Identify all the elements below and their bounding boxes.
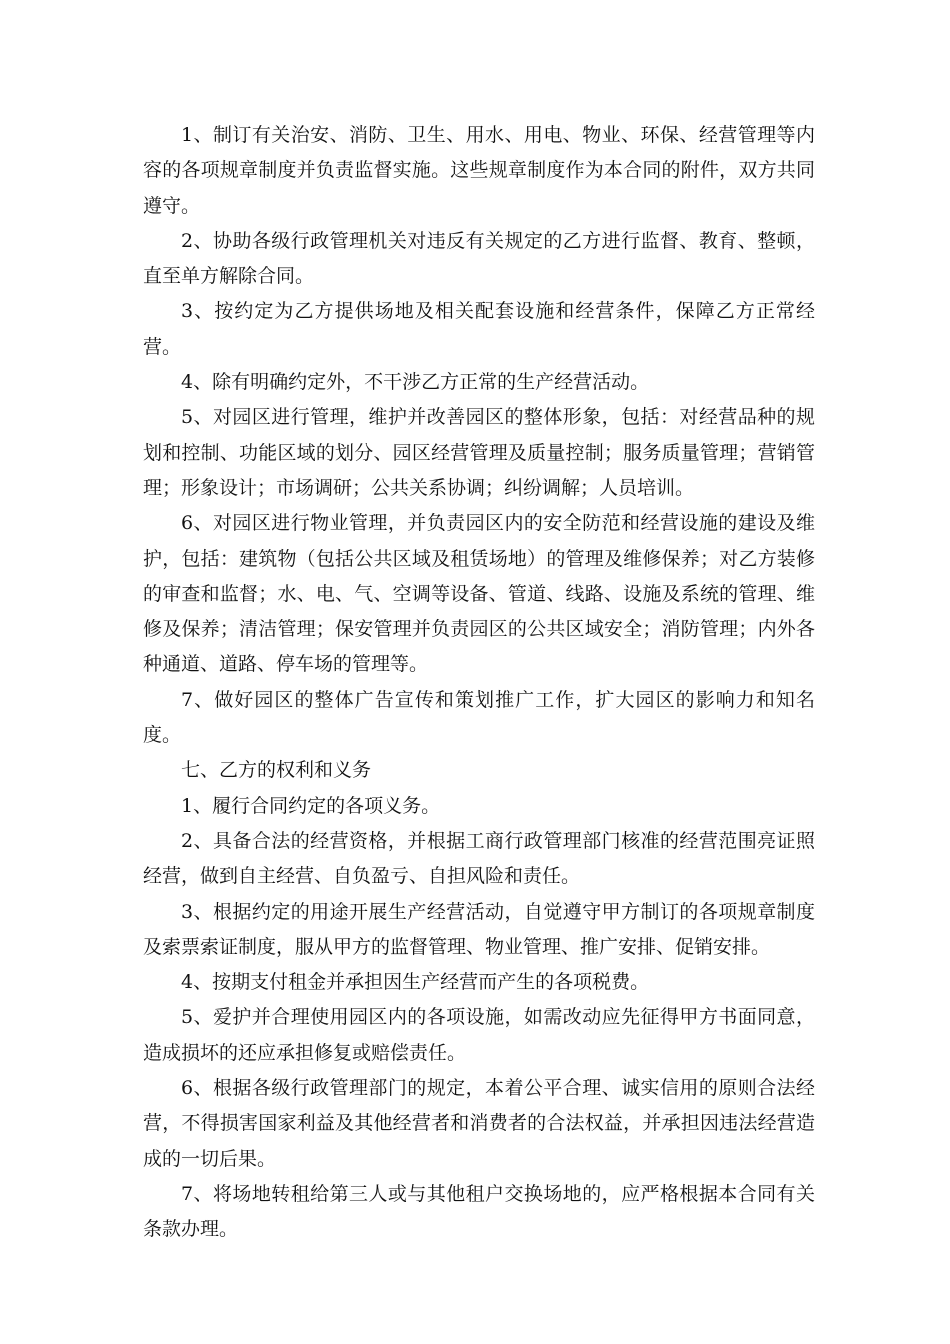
paragraph-landlord-duty-7: 7、做好园区的整体广告宣传和策划推广工作，扩大园区的影响力和知名度。: [143, 688, 815, 747]
paragraph-landlord-duty-5: 5、对园区进行管理，维护并改善园区的整体形象，包括：对经营品种的规划和控制、功能区域的划分、园区经营管理及质量控制；服务质量管理；营销管理；形象设计；市场调研；公共关系协调；纠纷调解；人员培训。: [143, 406, 815, 499]
paragraph-tenant-duty-6: 6、根据各级行政管理部门的规定，本着公平合理、诚实信用的原则合法经营，不得损害国家利益及其他经营者和消费者的合法权益，并承担因违法经营造成的一切后果。: [143, 1077, 815, 1170]
paragraph-landlord-duty-4: 4、除有明确约定外，不干涉乙方正常的生产经营活动。: [181, 371, 650, 394]
paragraph-tenant-duty-5: 5、爱护并合理使用园区内的各项设施，如需改动应先征得甲方书面同意，造成损坏的还应承担修复或赔偿责任。: [143, 1006, 815, 1064]
section-heading-tenant-rights: 七、乙方的权利和义务: [181, 759, 372, 782]
paragraph-landlord-duty-2: 2、协助各级行政管理机关对违反有关规定的乙方进行监督、教育、整顿，直至单方解除合同。: [143, 229, 815, 288]
paragraph-tenant-duty-1: 1、履行合同约定的各项义务。: [181, 794, 441, 817]
document-body: [143, 118, 815, 1248]
paragraph-tenant-duty-2: 2、具备合法的经营资格，并根据工商行政管理部门核准的经营范围亮证照经营，做到自主经营、自负盈亏、自担风险和责任。: [143, 829, 815, 888]
paragraph-tenant-duty-7: 7、将场地转租给第三人或与其他租户交换场地的，应严格根据本合同有关条款办理。: [143, 1182, 815, 1241]
paragraph-landlord-duty-3: 3、按约定为乙方提供场地及相关配套设施和经营条件，保障乙方正常经营。: [143, 300, 815, 358]
paragraph-landlord-duty-1: 1、制订有关治安、消防、卫生、用水、用电、物业、环保、经营管理等内容的各项规章制度并负责监督实施。这些规章制度作为本合同的附件，双方共同遵守。: [143, 124, 815, 217]
paragraph-tenant-duty-3: 3、根据约定的用途开展生产经营活动，自觉遵守甲方制订的各项规章制度及索票索证制度，服从甲方的监督管理、物业管理、推广安排、促销安排。: [143, 900, 815, 958]
paragraph-landlord-duty-6: 6、对园区进行物业管理，并负责园区内的安全防范和经营设施的建设及维护，包括：建筑物（包括公共区域及租赁场地）的管理及维修保养；对乙方装修的审查和监督；水、电、气、空调等设备、管道、线路、设施及系统的管理、维修及保养；清洁管理；保安管理并负责园区的公共区域安全；消防管理；内外各种通道、道路、停车场的管理等。: [143, 512, 815, 676]
paragraph-tenant-duty-4: 4、按期支付租金并承担因生产经营而产生的各项税费。: [181, 971, 650, 994]
